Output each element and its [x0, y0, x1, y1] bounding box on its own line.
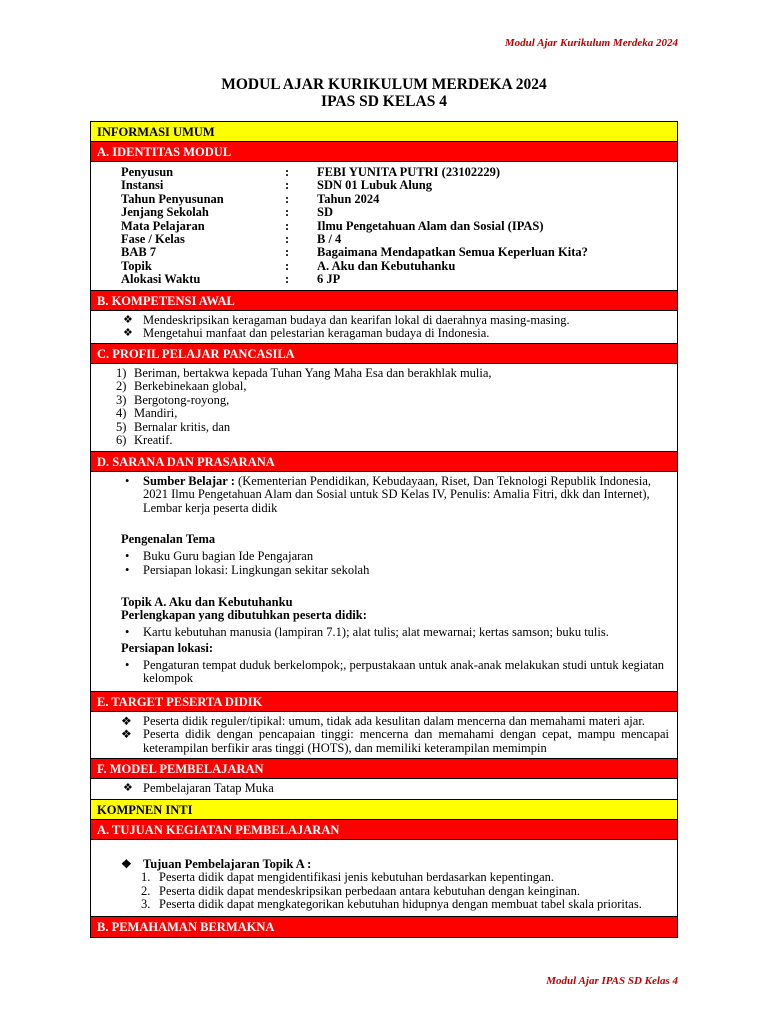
identitas-key: Instansi — [121, 178, 164, 193]
identitas-value: Tahun 2024 — [317, 191, 380, 206]
bullet-icon: • — [125, 548, 130, 563]
tujuan-text: Peserta didik dapat mengidentifikasi jenis kebutuhan berdasarkan kepentingan. — [159, 870, 555, 885]
tujuan-text: Peserta didik dapat mendeskripsikan perbedaan antara kebutuhan dengan keinginan. — [159, 883, 581, 898]
identitas-colon: : — [285, 231, 290, 246]
tujuan-content — [91, 840, 677, 917]
profil-item — [91, 434, 677, 448]
tujuan-item — [91, 871, 677, 885]
kompetensi-item-text: Mendeskripsikan keragaman budaya dan kearifan lokal di daerahnya masing-masing. — [143, 312, 570, 327]
bullet-icon: • — [125, 657, 130, 672]
diamond-bullet-icon: ❖ — [123, 782, 133, 795]
section-tujuan-kegiatan: A. TUJUAN KEGIATAN PEMBELAJARAN — [91, 820, 677, 840]
target-item-text: Peserta didik reguler/tipikal: umum, tidak ada kesulitan dalam mencerna dan memahami materi ajar. — [143, 713, 645, 728]
kompetensi-list — [91, 311, 677, 344]
module-table — [90, 121, 678, 938]
identitas-colon: : — [285, 272, 290, 287]
identitas-colon: : — [285, 165, 290, 179]
profil-item — [91, 367, 677, 381]
section-sarana-prasarana: D. SARANA DAN PRASARANA — [91, 452, 677, 472]
identitas-value: B / 4 — [317, 231, 342, 246]
profil-list — [91, 364, 677, 452]
identitas-colon: : — [285, 218, 290, 233]
identitas-value: Ilmu Pengetahuan Alam dan Sosial (IPAS) — [317, 218, 544, 233]
persiapan-item-text: Pengaturan tempat duduk berkelompok;, perpustakaan untuk anak-anak melakukan studi untuk kegiatan kelompok — [143, 657, 665, 686]
target-list — [91, 712, 677, 760]
topik-title: Topik A. Aku dan Kebutuhanku — [121, 594, 293, 609]
profil-text: Mandiri, — [134, 406, 178, 421]
title-line-1: MODUL AJAR KURIKULUM MERDEKA 2024 — [221, 76, 547, 93]
identitas-colon: : — [285, 191, 290, 206]
profil-text: Bernalar kritis, dan — [134, 419, 231, 434]
target-item — [91, 715, 677, 729]
identitas-row — [91, 206, 677, 219]
running-footer: Modul Ajar IPAS SD Kelas 4 — [546, 975, 678, 987]
profil-item — [91, 407, 677, 421]
section-kompetensi-awal: B. KOMPETENSI AWAL — [91, 291, 677, 311]
identitas-value: A. Aku dan Kebutuhanku — [317, 258, 456, 273]
profil-number: 3) — [116, 392, 127, 407]
profil-item — [91, 380, 677, 394]
bullet-icon: • — [125, 624, 130, 639]
profil-number: 6) — [116, 433, 127, 448]
tujuan-head-text: Tujuan Pembelajaran Topik A : — [143, 856, 312, 871]
profil-number: 5) — [116, 419, 127, 434]
profil-item — [91, 421, 677, 435]
diamond-bullet-icon: ❖ — [121, 856, 132, 871]
perlengkapan-item — [91, 626, 677, 640]
tujuan-number: 2. — [141, 883, 151, 898]
identitas-row — [91, 246, 677, 259]
identitas-row — [91, 273, 677, 286]
running-header: Modul Ajar Kurikulum Merdeka 2024 — [504, 37, 678, 49]
pengenalan-item — [91, 564, 677, 578]
identitas-key: BAB 7 — [121, 245, 157, 260]
profil-number: 4) — [116, 406, 127, 421]
identitas-value: 6 JP — [317, 272, 341, 287]
identitas-value: SDN 01 Lubuk Alung — [317, 178, 432, 193]
profil-text: Bergotong-royong, — [134, 392, 230, 407]
identitas-row — [91, 260, 677, 273]
perlengkapan-title: Perlengkapan yang dibutuhkan peserta didik: — [121, 608, 367, 623]
section-informasi-umum: INFORMASI UMUM — [91, 122, 677, 142]
pengenalan-item — [91, 550, 677, 564]
tujuan-text: Peserta didik dapat mengkategorikan kebutuhan hidupnya dengan membuat tabel skala prioritas. — [159, 897, 642, 912]
profil-text: Berkebinekaan global, — [134, 379, 247, 394]
tujuan-number: 1. — [141, 870, 151, 885]
identitas-value: SD — [317, 205, 333, 220]
identitas-key: Penyusun — [121, 165, 174, 179]
sarana-content — [91, 472, 677, 692]
diamond-bullet-icon: ❖ — [123, 313, 133, 326]
identitas-value: FEBI YUNITA PUTRI (23102229) — [317, 165, 500, 179]
identitas-colon: : — [285, 205, 290, 220]
pengenalan-title: Pengenalan Tema — [121, 532, 216, 547]
section-target-peserta: E. TARGET PESERTA DIDIK — [91, 692, 677, 712]
identitas-key: Jenjang Sekolah — [121, 205, 209, 220]
sumber-text: (Kementerian Pendidikan, Kebudayaan, Riset, Dan Teknologi Republik Indonesia, 2021 Ilmu Pengetahuan Alam dan Sosial untuk SD Kelas IV, Penulis: Amalia Fitri, dkk dan Internet), Lembar kerja peserta didik — [143, 473, 652, 515]
model-list — [91, 779, 677, 800]
pengenalan-item-text: Buku Guru bagian Ide Pengajaran — [143, 548, 314, 563]
identitas-colon: : — [285, 178, 290, 193]
kompetensi-item-text: Mengetahui manfaat dan pelestarian keragaman budaya di Indonesia. — [143, 326, 490, 341]
identitas-key: Tahun Penyusunan — [121, 191, 224, 206]
diamond-bullet-icon: ❖ — [123, 327, 133, 340]
persiapan-item — [91, 659, 677, 686]
profil-item — [91, 394, 677, 408]
title-line-2: IPAS SD KELAS 4 — [321, 93, 447, 110]
identitas-key: Alokasi Waktu — [121, 272, 201, 287]
perlengkapan-item-text: Kartu kebutuhan manusia (lampiran 7.1); alat tulis; alat mewarnai; kertas samson; buku tulis. — [143, 624, 609, 639]
diamond-bullet-icon: ❖ — [121, 727, 132, 742]
target-item — [91, 728, 677, 755]
profil-number: 1) — [116, 365, 127, 380]
section-model-pembelajaran: F. MODEL PEMBELAJARAN — [91, 759, 677, 779]
kompetensi-item — [91, 327, 677, 341]
tujuan-item — [91, 885, 677, 899]
identitas-key: Mata Pelajaran — [121, 218, 205, 233]
identitas-key: Fase / Kelas — [121, 231, 185, 246]
profil-number: 2) — [116, 379, 127, 394]
profil-text: Beriman, bertakwa kepada Tuhan Yang Maha Esa dan berakhlak mulia, — [134, 365, 492, 380]
document-title — [0, 76, 768, 110]
identitas-row — [91, 166, 677, 179]
tujuan-head — [91, 858, 677, 872]
identitas-table — [91, 162, 677, 291]
section-komponen-inti: KOMPNEN INTI — [91, 800, 677, 820]
section-identitas-modul: A. IDENTITAS MODUL — [91, 142, 677, 162]
list-item — [91, 475, 677, 516]
bullet-icon: • — [125, 563, 130, 578]
identitas-row — [91, 220, 677, 233]
identitas-colon: : — [285, 245, 290, 260]
identitas-row — [91, 179, 677, 192]
model-item — [91, 782, 677, 796]
identitas-colon: : — [285, 258, 290, 273]
identitas-key: Topik — [121, 258, 152, 273]
profil-text: Kreatif. — [134, 433, 173, 448]
model-item-text: Pembelajaran Tatap Muka — [143, 781, 274, 796]
identitas-value: Bagaimana Mendapatkan Semua Keperluan Kita? — [317, 245, 588, 260]
section-profil-pelajar: C. PROFIL PELAJAR PANCASILA — [91, 344, 677, 364]
bullet-icon: • — [125, 473, 130, 488]
target-item-text: Peserta didik dengan pencapaian tinggi: mencerna dan memahami dengan cepat, mampu mencapai keterampilan berfikir aras tinggi (HOTS), dan memiliki keterampilan memimpin — [143, 727, 669, 755]
persiapan-title: Persiapan lokasi: — [121, 641, 214, 656]
diamond-bullet-icon: ❖ — [121, 713, 132, 728]
tujuan-item — [91, 898, 677, 912]
pengenalan-item-text: Persiapan lokasi: Lingkungan sekitar sekolah — [143, 563, 370, 578]
section-pemahaman-bermakna: B. PEMAHAMAN BERMAKNA — [91, 917, 677, 937]
identitas-row — [91, 193, 677, 206]
tujuan-number: 3. — [141, 897, 151, 912]
kompetensi-item — [91, 314, 677, 328]
identitas-row — [91, 233, 677, 246]
sumber-label: Sumber Belajar : — [143, 473, 235, 488]
